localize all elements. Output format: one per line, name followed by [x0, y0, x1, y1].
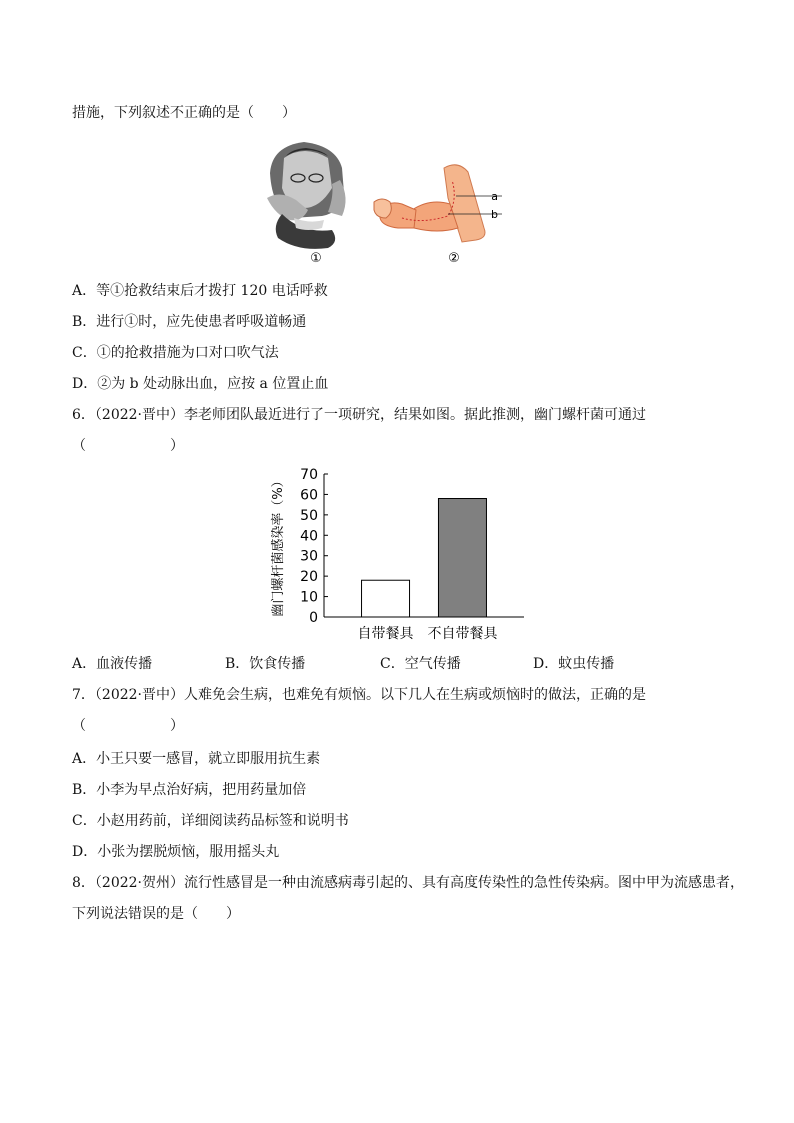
- q5-option-a: A．等①抢救结束后才拨打 120 电话呼救: [72, 283, 328, 299]
- q5-option-b: B．进行①时，应先使患者呼吸道畅通: [72, 314, 307, 330]
- fig2-label: ②: [448, 251, 460, 266]
- q5-option-d: D．②为 b 处动脉出血，应按 a 位置止血: [72, 376, 329, 392]
- arm-bleeding-illustration: [374, 165, 502, 242]
- bar: [438, 499, 486, 617]
- q7-option-c: C．小赵用药前，详细阅读药品标签和说明书: [72, 813, 349, 829]
- y-tick-label: 70: [300, 467, 318, 483]
- arm-label-b: b: [491, 208, 498, 221]
- chart-bars: [362, 499, 487, 617]
- infection-rate-chart: [262, 462, 542, 647]
- q6-option-a: A．血液传播: [72, 656, 153, 672]
- q8-stem-line1: 8．（2022·贺州）流行性感冒是一种由流感病毒引起的、具有高度传染性的急性传染病。图中甲为流感患者，: [72, 875, 744, 891]
- y-tick-label: 30: [300, 548, 318, 565]
- y-tick-label: 20: [300, 569, 318, 586]
- q7-stem-line2: （ ）: [72, 718, 184, 734]
- q6-stem-line2: （ ）: [72, 438, 184, 454]
- x-tick-label: 不自带餐具: [427, 626, 498, 642]
- arm-label-a: a: [491, 190, 498, 203]
- q5-option-c: C．①的抢救措施为口对口吹气法: [72, 345, 279, 361]
- q7-stem-line1: 7．（2022·晋中）人难免会生病，也难免有烦恼。以下几人在生病或烦恼时的做法，正确的是: [72, 687, 646, 703]
- y-tick-label: 0: [309, 610, 318, 626]
- y-tick-label: 60: [300, 487, 318, 504]
- x-tick-label: 自带餐具: [357, 626, 414, 642]
- q7-option-d: D．小张为摆脱烦恼，服用摇头丸: [72, 844, 280, 860]
- y-tick-label: 10: [300, 589, 318, 606]
- q7-option-b: B．小李为早点治好病，把用药量加倍: [72, 782, 307, 798]
- q8-stem-line2: 下列说法错误的是（ ）: [72, 906, 240, 922]
- q5-figures: [262, 138, 502, 268]
- y-tick-label: 50: [300, 507, 318, 524]
- chart-x-labels: [358, 625, 499, 642]
- q6-stem-line1: 6．（2022·晋中）李老师团队最近进行了一项研究，结果如图。据此推测，幽门螺杆菌可通过: [72, 407, 646, 423]
- q5-stem: 措施，下列叙述不正确的是（ ）: [72, 105, 296, 121]
- chart-y-label: 幽门螺杆菌感染率（%）: [271, 474, 286, 617]
- fig1-label: ①: [310, 251, 322, 266]
- bar: [362, 580, 410, 617]
- q7-option-a: A．小王只要一感冒，就立即服用抗生素: [72, 751, 321, 767]
- q6-option-d: D．蚊虫传播: [533, 656, 615, 672]
- y-tick-label: 40: [300, 528, 318, 545]
- mouth-to-mouth-illustration: [267, 142, 346, 249]
- q6-option-c: C．空气传播: [380, 656, 461, 672]
- chart-axes: [324, 474, 524, 617]
- q6-option-b: B．饮食传播: [225, 656, 306, 672]
